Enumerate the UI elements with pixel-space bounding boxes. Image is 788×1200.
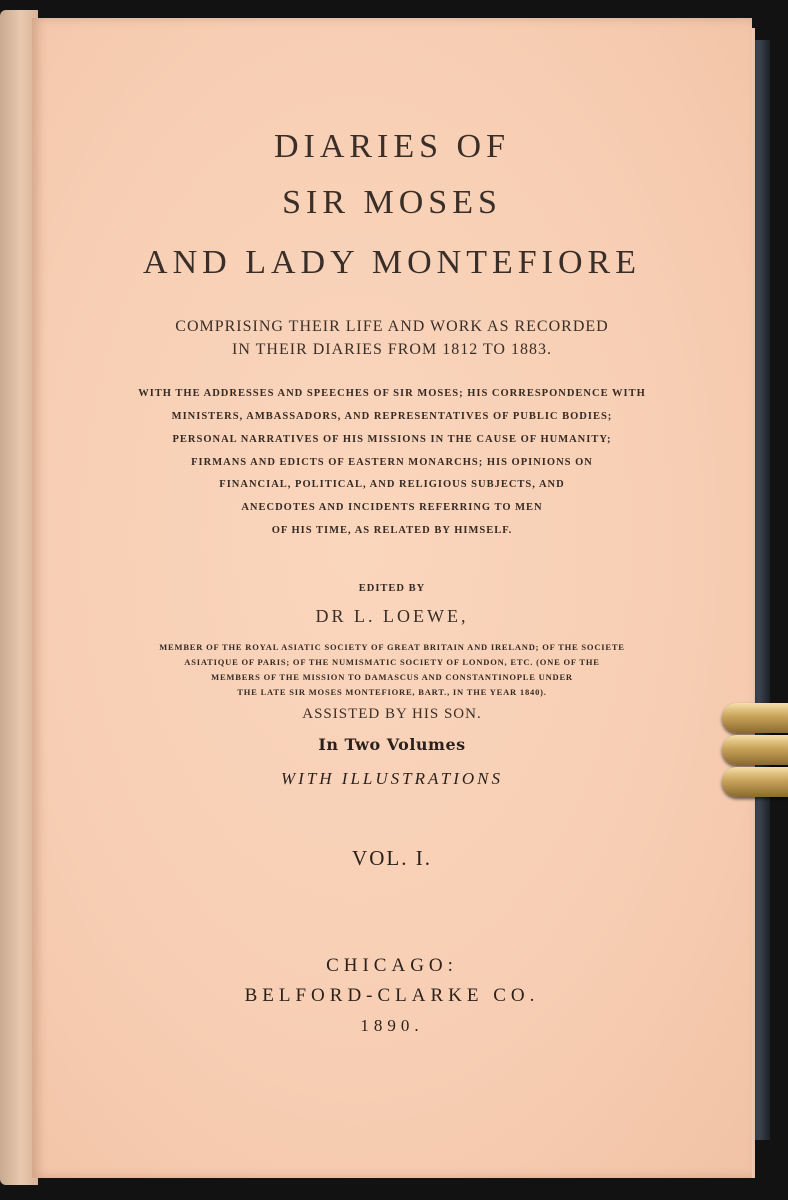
subtitle-line-2: IN THEIR DIARIES FROM 1812 TO 1883. [232, 341, 552, 358]
description-line: WITH THE ADDRESSES AND SPEECHES OF SIR MOSES; HIS CORRESPONDENCE WITH [138, 388, 646, 399]
brass-clasp [722, 695, 788, 805]
title-line-1: DIARIES OF [273, 128, 511, 165]
publication-year: 1890. [360, 1016, 424, 1035]
assisted-by: ASSISTED BY HIS SON. [302, 706, 482, 722]
editor-credentials-line: ASIATIQUE OF PARIS; OF THE NUMISMATIC SOCIETY OF LONDON, ETC. (ONE OF THE [184, 657, 600, 667]
description-line: OF HIS TIME, AS RELATED BY HIMSELF. [271, 525, 513, 536]
publisher-name: BELFORD-CLARKE CO. [244, 985, 540, 1006]
illustrations-note: WITH ILLUSTRATIONS [281, 769, 503, 788]
editor-credentials-line: MEMBER OF THE ROYAL ASIATIC SOCIETY OF GREAT BRITAIN AND IRELAND; OF THE SOCIETE [159, 642, 625, 652]
description-line: PERSONAL NARRATIVES OF HIS MISSIONS IN THE CAUSE OF HUMANITY; [172, 434, 612, 445]
title-page [32, 18, 752, 1178]
edited-by-label: EDITED BY [358, 583, 426, 594]
description-line: FIRMANS AND EDICTS OF EASTERN MONARCHS; HIS OPINIONS ON [191, 457, 593, 468]
volume-number: VOL. I. [352, 846, 432, 870]
description-line: FINANCIAL, POLITICAL, AND RELIGIOUS SUBJECTS, AND [219, 479, 565, 490]
volumes-note: In Two Volumes [318, 735, 466, 754]
editor-name: DR L. LOEWE, [315, 606, 469, 626]
title-line-3: AND LADY MONTEFIORE [143, 244, 641, 281]
subtitle-line-1: COMPRISING THEIR LIFE AND WORK AS RECORDED [175, 318, 609, 335]
title-line-2: SIR MOSES [282, 184, 502, 221]
publisher-city: CHICAGO: [326, 955, 458, 976]
editor-credentials-line: THE LATE SIR MOSES MONTEFIORE, BART., IN THE YEAR 1840). [237, 687, 547, 697]
description-line: MINISTERS, AMBASSADORS, AND REPRESENTATIVES OF PUBLIC BODIES; [171, 411, 613, 422]
editor-credentials-line: MEMBERS OF THE MISSION TO DAMASCUS AND CONSTANTINOPLE UNDER [211, 672, 573, 682]
description-line: ANECDOTES AND INCIDENTS REFERRING TO MEN [241, 502, 543, 513]
